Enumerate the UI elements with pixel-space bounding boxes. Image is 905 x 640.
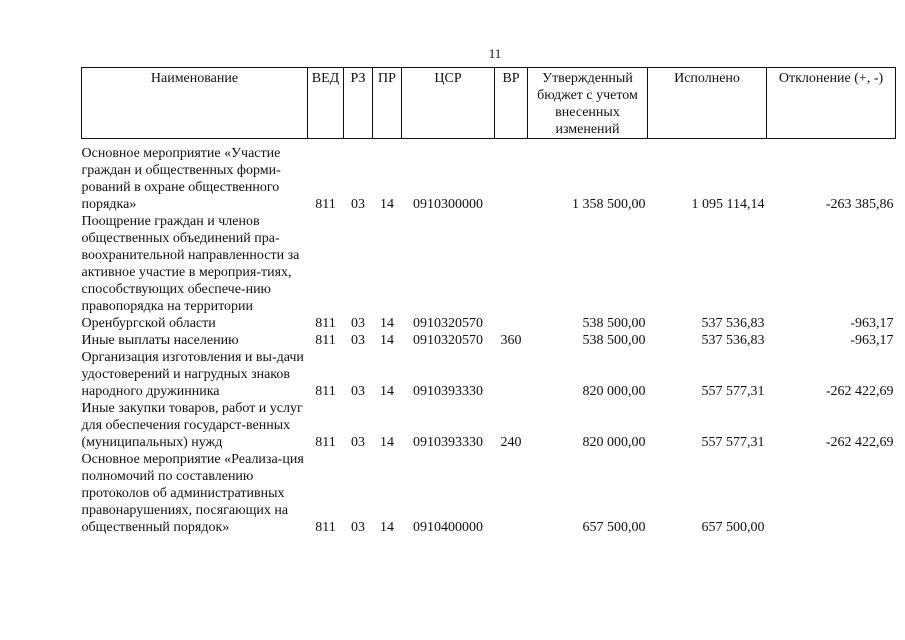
row-deviation: -263 385,86 <box>825 197 894 212</box>
row-executed: 537 536,83 <box>701 316 765 331</box>
row-executed: 1 095 114,14 <box>691 197 765 212</box>
row-pr: 14 <box>380 316 394 331</box>
row-vr <box>495 349 528 400</box>
row-rz: 03 <box>351 316 365 331</box>
row-vr <box>495 145 528 213</box>
row-name: Иные закупки товаров, работ и услуг для обеспечения государст-венных (муниципальных) нужд <box>81 401 303 450</box>
header-ved: ВЕД <box>308 68 344 139</box>
row-ved: 811 <box>315 520 336 535</box>
table-header-row <box>82 68 896 139</box>
row-executed: 657 500,00 <box>701 520 765 535</box>
row-deviation: -963,17 <box>850 316 894 331</box>
row-deviation: -262 422,69 <box>825 435 894 450</box>
row-pr: 14 <box>380 197 394 212</box>
row-executed: 557 577,31 <box>701 435 765 450</box>
row-csr: 0910320570 <box>413 333 483 348</box>
row-ved: 811 <box>315 197 336 212</box>
header-vr: ВР <box>495 68 528 139</box>
row-rz: 03 <box>351 520 365 535</box>
row-csr: 0910320570 <box>413 316 483 331</box>
row-approved: 657 500,00 <box>582 520 646 535</box>
row-approved: 538 500,00 <box>582 333 646 348</box>
row-deviation <box>767 451 896 536</box>
row-name: Иные выплаты населению <box>81 333 239 348</box>
table-row <box>82 451 896 536</box>
row-executed: 557 577,31 <box>701 384 765 399</box>
row-executed: 537 536,83 <box>701 333 765 348</box>
row-ved: 811 <box>315 316 336 331</box>
header-name: Наименование <box>82 68 308 139</box>
row-rz: 03 <box>351 384 365 399</box>
row-vr: 240 <box>500 435 522 450</box>
row-name: Основное мероприятие «Участие граждан и общественных форми-рований в охране общественного порядка» <box>81 146 281 212</box>
header-csr: ЦСР <box>402 68 495 139</box>
budget-execution-table <box>81 67 896 536</box>
table-row <box>82 332 896 349</box>
row-vr: 360 <box>500 333 522 348</box>
row-ved: 811 <box>315 435 336 450</box>
row-csr: 0910393330 <box>413 435 483 450</box>
row-deviation: -262 422,69 <box>825 384 894 399</box>
header-approved: Утвержденный бюджет с учетом внесенных изменений <box>528 68 648 139</box>
table-row <box>82 349 896 400</box>
row-csr: 0910393330 <box>413 384 483 399</box>
table-row <box>82 400 896 451</box>
row-vr <box>495 451 528 536</box>
row-approved: 820 000,00 <box>582 435 646 450</box>
row-rz: 03 <box>351 197 365 212</box>
row-ved: 811 <box>315 333 336 348</box>
row-pr: 14 <box>380 333 394 348</box>
row-approved: 1 358 500,00 <box>572 197 646 212</box>
row-rz: 03 <box>351 435 365 450</box>
table-row <box>82 213 896 332</box>
row-name: Основное мероприятие «Реализа-ция полномочий по составлению протоколов об административных правонарушениях, посягающих на общественный порядок» <box>81 452 304 535</box>
row-vr <box>495 213 528 332</box>
row-csr: 0910400000 <box>413 520 483 535</box>
row-name: Поощрение граждан и членов общественных объединений пра-воохранительной направленности за активное участие в мероприя-тиях, способствующих обеспече-нию правопорядка на территории Оренбургской области <box>81 214 300 331</box>
row-approved: 820 000,00 <box>582 384 646 399</box>
row-name: Организация изготовления и вы-дачи удостоверений и нагрудных знаков народного дружинника <box>81 350 304 399</box>
page-number: 11 <box>488 46 502 61</box>
header-deviation: Отклонение (+, -) <box>767 68 896 139</box>
row-pr: 14 <box>380 384 394 399</box>
row-csr: 0910300000 <box>413 197 483 212</box>
header-pr: ПР <box>373 68 402 139</box>
row-pr: 14 <box>380 520 394 535</box>
row-rz: 03 <box>351 333 365 348</box>
row-pr: 14 <box>380 435 394 450</box>
header-executed: Исполнено <box>648 68 767 139</box>
row-approved: 538 500,00 <box>582 316 646 331</box>
row-ved: 811 <box>315 384 336 399</box>
header-rz: РЗ <box>344 68 373 139</box>
row-deviation: -963,17 <box>850 333 894 348</box>
table-row <box>82 145 896 213</box>
